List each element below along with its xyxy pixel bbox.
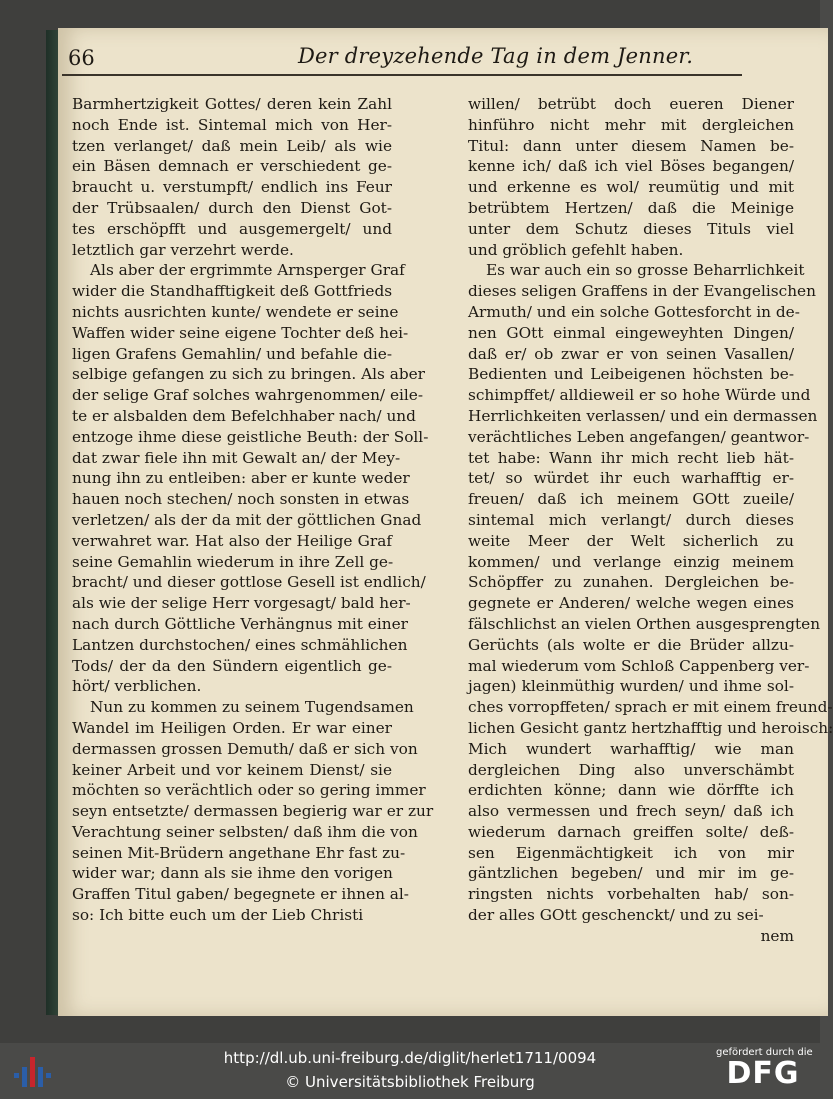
- text-line: also vermessen und frech seyn/ daß ich: [468, 802, 794, 821]
- text-line: tes erschöpfft und ausgemergelt/ und: [72, 219, 392, 238]
- text-line: verächtliches Leben angefangen/ geantwor-: [468, 427, 810, 446]
- text-line: Als aber der ergrimmte Arnsperger Graf: [90, 261, 405, 280]
- text-line: Barmhertzigkeit Gottes/ deren kein Zahl: [72, 95, 392, 113]
- text-line: keiner Arbeit und vor keinem Dienst/ sie: [72, 760, 392, 779]
- dfg-credit[interactable]: [716, 1047, 813, 1091]
- text-line: dergleichen Ding also unverschämbt: [468, 760, 794, 779]
- text-line: hauen noch stechen/ noch sonsten in etwas: [72, 490, 410, 509]
- copyright-notice: © Universitätsbibliothek Freiburg: [285, 1073, 535, 1091]
- running-title: Der dreyzehende Tag in dem Jenner.: [298, 44, 694, 68]
- text-line: lichen Gesicht gantz hertzhafftig und heroisch:: [468, 718, 833, 737]
- text-line: tet habe: Wann ihr mich recht lieb hät-: [468, 448, 794, 467]
- text-line: Nun zu kommen zu seinem Tugendsamen: [90, 698, 414, 717]
- text-line: Titul: dann unter diesem Namen be-: [468, 136, 794, 155]
- text-line: Wandel im Heiligen Orden. Er war einer: [72, 718, 392, 737]
- text-line: seinen Mit-Brüdern angethane Ehr fast zu-: [72, 843, 406, 862]
- footer-bar: [0, 1043, 820, 1099]
- text-column-left: [72, 94, 434, 926]
- header-rule: [62, 74, 742, 76]
- dfg-caption: gefördert durch die: [716, 1047, 813, 1058]
- text-line: kommen/ und verlange einzig meinem: [468, 552, 794, 571]
- dfg-logo: DFG: [726, 1056, 800, 1091]
- text-line: te er alsbalden dem Befelchhaber nach/ und: [72, 406, 416, 425]
- text-line: ein Bäsen demnach er verschiedent ge-: [72, 157, 392, 176]
- text-line: unter dem Schutz dieses Tituls viel: [468, 219, 794, 238]
- text-line: Verachtung seiner selbsten/ daß ihm die von: [72, 822, 418, 841]
- text-line: Graffen Titul gaben/ begegnete er ihnen al-: [72, 885, 409, 904]
- text-line: fälschlichst an vielen Orthen ausgesprengten: [468, 614, 821, 633]
- text-line: ringsten nichts vorbehalten hab/ son-: [468, 885, 794, 904]
- text-line: erdichten könne; dann wie dörffte ich: [468, 781, 794, 800]
- text-line: als wie der selige Herr vorgesagt/ bald her-: [72, 594, 411, 613]
- text-line: letztlich gar verzehrt werde.: [72, 240, 294, 259]
- text-line: willen/ betrübt doch eueren Diener: [468, 95, 794, 113]
- text-line: seyn entsetzte/ dermassen begierig war er zur: [72, 802, 434, 821]
- text-column-right: [468, 94, 833, 947]
- text-line: gegnete er Anderen/ welche wegen eines: [468, 594, 794, 613]
- text-line: dermassen grossen Demuth/ daß er sich von: [72, 739, 418, 758]
- text-line: hinführo nicht mehr mit dergleichen: [468, 115, 794, 134]
- text-line: nichts ausrichten kunte/ wendete er seine: [72, 302, 399, 321]
- text-line: möchten so verächtlich oder so gering immer: [72, 781, 426, 800]
- text-line: selbige gefangen zu sich zu bringen. Als aber: [72, 365, 425, 384]
- text-line: entzoge ihme diese geistliche Beuth: der Soll-: [72, 427, 429, 446]
- text-line: der selige Graf solches wahrgenommen/ eile-: [72, 386, 423, 405]
- text-line: der alles GOtt geschenckt/ und zu sei-: [468, 906, 764, 925]
- permalink-url[interactable]: http://dl.ub.uni-freiburg.de/diglit/herlet1711/0094: [223, 1049, 597, 1067]
- page-header: [62, 38, 762, 74]
- text-line: betrübtem Hertzen/ daß die Meinige: [468, 198, 794, 217]
- text-line: kenne ich/ daß ich viel Böses begangen/: [468, 157, 794, 176]
- text-line: Es war auch ein so grosse Beharrlichkeit: [486, 261, 805, 280]
- text-line: Lantzen durchstochen/ eines schmählichen: [72, 635, 408, 654]
- text-line: Tods/ der da den Sündern eigentlich ge-: [72, 656, 392, 675]
- text-line: wider war; dann als sie ihme den vorigen: [72, 864, 393, 883]
- text-line: sen Eigenmächtigkeit ich von mir: [468, 843, 794, 862]
- text-line: bracht/ und dieser gottlose Gesell ist endlich/: [72, 573, 426, 592]
- text-line: nen GOtt einmal eingeweyhten Dingen/: [468, 323, 794, 342]
- text-line: Armuth/ und ein solche Gottesforcht in de-: [468, 302, 800, 321]
- catchword: nem: [760, 926, 794, 945]
- text-line: noch Ende ist. Sintemal mich von Her-: [72, 115, 392, 134]
- text-line: daß er/ ob zwar er von seinen Vasallen/: [468, 344, 794, 363]
- text-line: gäntzlichen begeben/ und mir im ge-: [468, 864, 794, 883]
- text-line: so: Ich bitte euch um der Lieb Christi: [72, 906, 364, 925]
- text-line: nung ihn zu entleiben: aber er kunte weder: [72, 469, 410, 488]
- text-line: nach durch Göttliche Verhängnus mit einer: [72, 614, 408, 633]
- text-line: mal wiederum vom Schloß Cappenberg ver-: [468, 656, 810, 675]
- page-number: 66: [68, 46, 95, 70]
- text-line: jagen) kleinmüthig wurden/ und ihme sol-: [468, 677, 794, 696]
- text-line: Herrlichkeiten verlassen/ und ein dermassen: [468, 406, 818, 425]
- text-line: ligen Grafens Gemahlin/ und befahle die-: [72, 344, 392, 363]
- text-line: und erkenne es wol/ reumütig und mit: [468, 178, 794, 197]
- text-line: wider die Standhafftigkeit deß Gottfrieds: [72, 282, 393, 301]
- text-line: ches vorropffeten/ sprach er mit einem freund-: [468, 698, 833, 717]
- text-line: verwahret war. Hat also der Heilige Graf: [72, 531, 392, 550]
- text-line: Waffen wider seine eigene Tochter deß hei-: [72, 323, 409, 342]
- text-line: und gröblich gefehlt haben.: [468, 240, 684, 259]
- text-line: braucht u. verstumpft/ endlich ins Feur: [72, 178, 392, 197]
- text-line: seine Gemahlin wiederum in ihre Zell ge-: [72, 552, 394, 571]
- text-line: Gerüchts (als wolte er die Brüder allzu-: [468, 635, 794, 654]
- text-line: dat zwar fiele ihn mit Gewalt an/ der Mey-: [72, 448, 401, 467]
- text-line: schimpffet/ alldieweil er so hohe Würde und: [468, 386, 811, 405]
- text-line: Bedienten und Leibeigenen höchsten be-: [468, 365, 794, 384]
- text-line: weite Meer der Welt sicherlich zu: [468, 531, 794, 550]
- text-line: der Trübsaalen/ durch den Dienst Got-: [72, 198, 392, 217]
- text-line: freuen/ daß ich meinem GOtt zueile/: [468, 490, 794, 509]
- text-line: tet/ so würdet ihr euch warhafftig er-: [468, 469, 794, 488]
- text-line: hört/ verblichen.: [72, 677, 202, 696]
- text-line: Mich wundert warhafftig/ wie man: [468, 739, 794, 758]
- text-line: wiederum darnach greiffen solte/ deß-: [468, 822, 794, 841]
- text-line: sintemal mich verlangt/ durch dieses: [468, 510, 794, 529]
- text-line: dieses seligen Graffens in der Evangelischen: [468, 282, 816, 301]
- text-line: verletzen/ als der da mit der göttlichen Gnad: [72, 510, 422, 529]
- text-line: tzen verlanget/ daß mein Leib/ als wie: [72, 136, 392, 155]
- text-line: Schöpffer zu zunahen. Dergleichen be-: [468, 573, 794, 592]
